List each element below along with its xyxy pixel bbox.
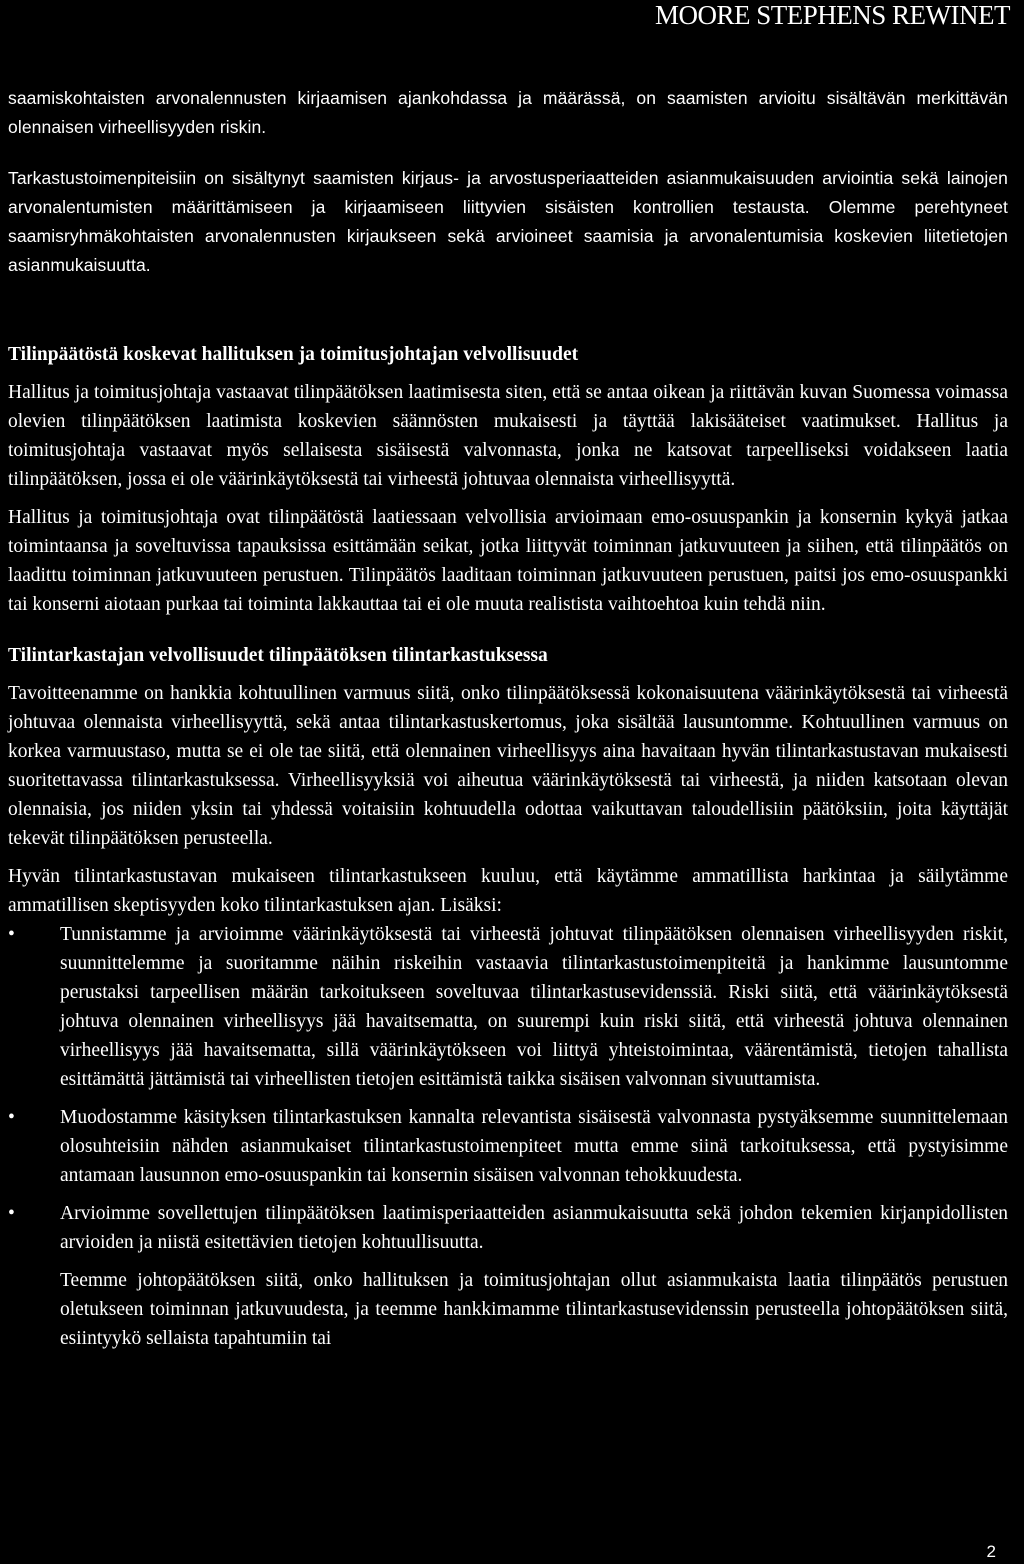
page-number: 2 <box>986 1542 996 1561</box>
bullet-item: • Tunnistamme ja arvioimme väärinkäytöksestä tai virheestä johtuvat tilinpäätöksen olennaisen virheellisyyden riskit, suunnittelemme ja suoritamme näihin riskeihin vastaavia tilintarkastustoimenpiteitä ja hankimme lausuntomme perustaksi tarpeellisen määrän tarkoitukseen soveltuvaa tilintarkastusevidenssiä. Riski siitä, että väärinkäytöksestä johtuva olennainen virheellisyys jää havaitsematta, on suurempi kuin riski siitä, että virheestä johtuva olennainen virheellisyys jää havaitsematta, sillä väärinkäytökseen voi liittyä yhteistoimintaa, väärentämistä, tietojen tahallista esittämättä jättämistä tai virheellisten tietojen esittämistä taikka sisäisen valvonnan sivuuttamista. <box>8 920 1008 1094</box>
management-paragraph-1: Hallitus ja toimitusjohtaja vastaavat tilinpäätöksen laatimisesta siten, että se antaa oikean ja riittävän kuvan Suomessa voimassa olevien tilinpäätöksen laatimista koskevien säännösten mukaisesti ja täyttää lakisääteiset vaatimukset. Hallitus ja toimitusjohtaja vastaavat myös sellaisesta sisäisestä valvonnasta, jonka ne katsovat tarpeelliseksi voidakseen laatia tilinpäätöksen, jossa ei ole väärinkäytöksestä tai virheestä johtuvaa olennaista virheellisyyttä. <box>8 382 1008 490</box>
management-paragraph-2: Hallitus ja toimitusjohtaja ovat tilinpäätöstä laatiessaan velvollisia arvioimaan emo-osuuspankin ja konsernin kykyä jatkaa toimintaansa ja soveltuvissa tapauksissa esittämään seikat, jotka liittyvät toiminnan jatkuvuuteen ja siihen, että tilinpäätös on laadittu toiminnan jatkuvuuteen perustuen. Tilinpäätös laaditaan toiminnan jatkuvuuteen perustuen, paitsi jos emo-osuuspankki tai konserni aiotaan purkaa tai toiminta lakkauttaa tai ei ole muuta realistista vaihtoehtoa kuin tehdä niin. <box>8 507 1008 615</box>
bullet-item: • Arvioimme sovellettujen tilinpäätöksen laatimisperiaatteiden asianmukaisuutta sekä johdon tekemien kirjanpidollisten arvioiden ja niistä esitettävien tietojen kohtuullisuutta. <box>8 1199 1008 1257</box>
procedures-text-a: Tarkastustoimenpiteisiin on sisältynyt saamisten kirjaus- ja arvostusperiaatteiden asianmukaisuuden arviointia sekä lainojen arvonalentumisten määrittämiseen ja kirjaamiseen liittyvien sisäisten kontrollien testausta. <box>8 168 1008 217</box>
continuation-paragraph: Teemme johtopäätöksen siitä, onko hallituksen ja toimitusjohtajan ollut asianmukaista laatia tilinpäätös perustuen oletukseen toiminnan jatkuvuudesta, ja teemme hankkimamme tilintarkastusevidenssin perusteella johtopäätöksen siitä, esiintyykö sellaista tapahtumiin tai <box>60 1270 1008 1349</box>
firm-header: MOORE STEPHENS REWINET <box>655 0 1010 30</box>
procedures-paragraph <box>8 164 1008 280</box>
auditor-bullet-list <box>8 920 1008 1257</box>
section-heading-management-responsibilities: Tilinpäätöstä koskevat hallituksen ja toimitusjohtajan velvollisuudet <box>8 344 579 365</box>
section-heading-auditor-responsibilities: Tilintarkastajan velvollisuudet tilinpäätöksen tilintarkastuksessa <box>8 645 548 666</box>
auditor-paragraph-1: Tavoitteenamme on hankkia kohtuullinen varmuus siitä, onko tilinpäätöksessä kokonaisuutena väärinkäytöksestä tai virheestä johtuvaa olennaista virheellisyyttä, sekä antaa tilintarkastuskertomus, joka sisältää lausuntomme. Kohtuullinen varmuus on korkea varmuustaso, mutta se ei ole tae siitä, että olennainen virheellisyys aina havaitaan hyvän tilintarkastustavan mukaisesti suoritettavassa tilintarkastuksessa. Virheellisyyksiä voi aiheutua väärinkäytöksestä tai virheestä, ja niiden katsotaan olevan olennaisia, jos niiden yksin tai yhdessä voitaisiin kohtuudella odottaa vaikuttavan taloudellisiin päätöksiin, joita käyttäjät tekevät tilinpäätöksen perusteella. <box>8 683 1008 849</box>
procedures-text-b: Olemme perehtyneet saamisryhmäkohtaisten arvonalennusten kirjaukseen sekä arvioineet saamisia ja arvonalentumisia koskevien liitetietojen asianmukaisuutta. <box>8 197 1008 275</box>
document-body <box>8 84 1008 1353</box>
intro-paragraph: saamiskohtaisten arvonalennusten kirjaamisen ajankohdassa ja määrässä, on saamisten arvioitu sisältävän merkittävän olennaisen virheellisyyden riskin. <box>8 88 1008 137</box>
bullet-item: • Muodostamme käsityksen tilintarkastuksen kannalta relevantista sisäisestä valvonnasta pystyäksemme suunnittelemaan olosuhteisiin nähden asianmukaiset tilintarkastustoimenpiteet mutta emme siinä tarkoituksessa, että pystyisimme antamaan lausunnon emo-osuuspankin tai konsernin sisäisen valvonnan tehokkuudesta. <box>8 1103 1008 1190</box>
auditor-paragraph-2: Hyvän tilintarkastustavan mukaiseen tilintarkastukseen kuuluu, että käytämme ammatillista harkintaa ja säilytämme ammatillisen skeptisyyden koko tilintarkastuksen ajan. Lisäksi: <box>8 866 1008 916</box>
